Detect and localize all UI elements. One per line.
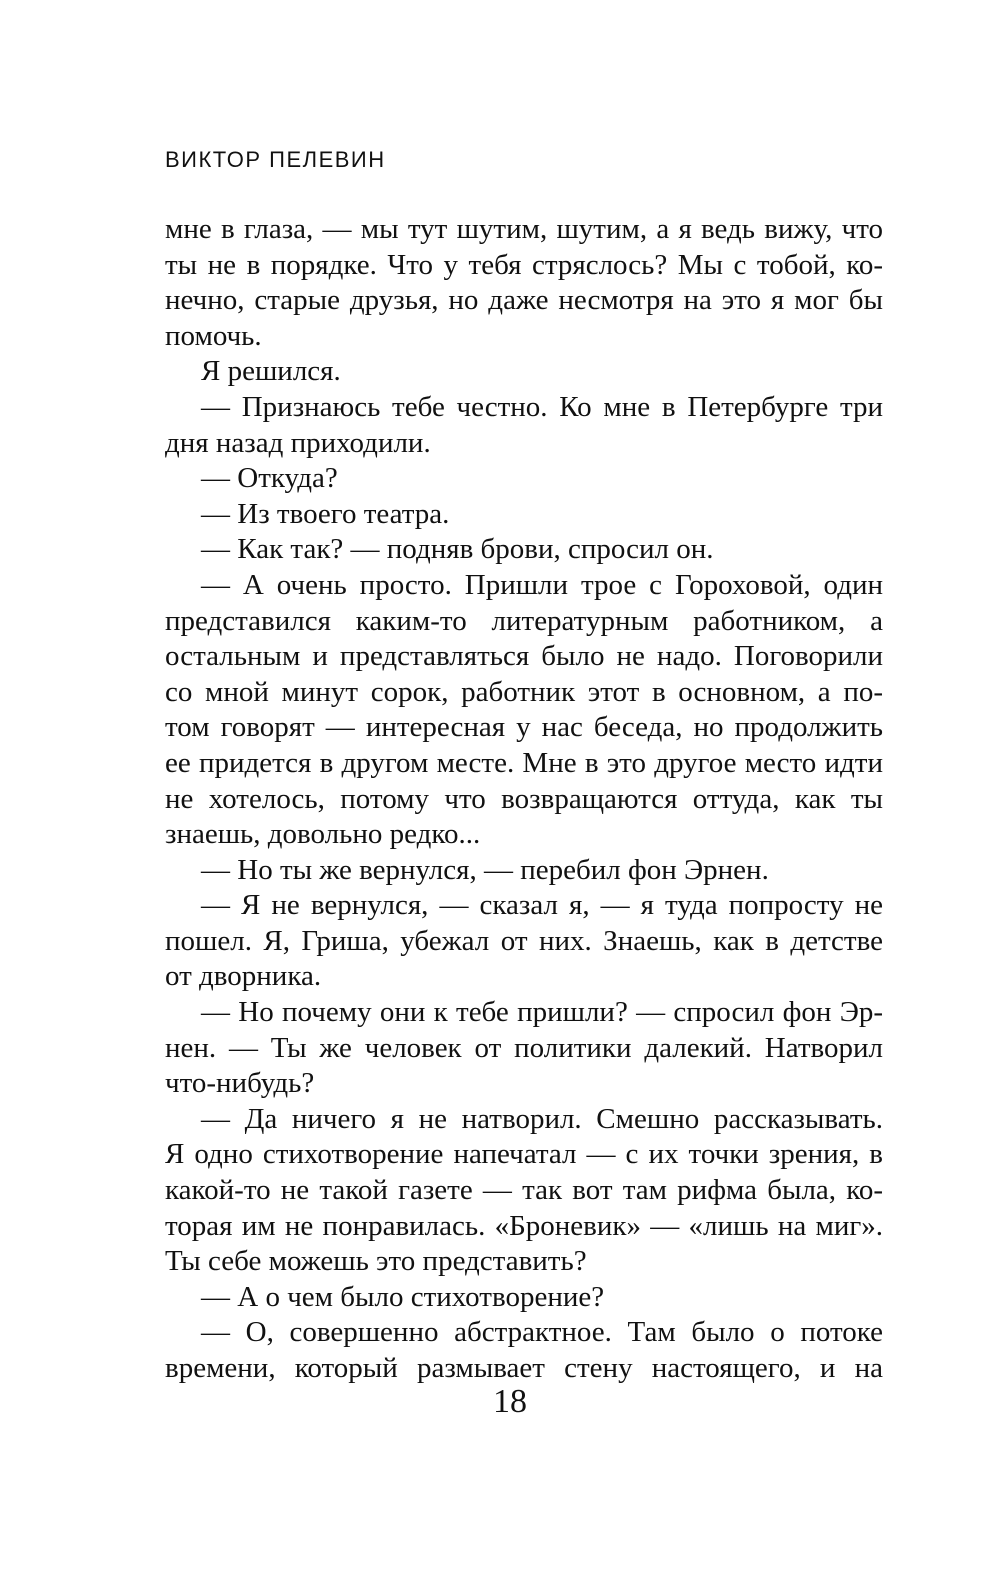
body-text [165,212,883,1387]
page-number: 18 [493,1383,527,1420]
text-line: со мной минут сорок, работник этот в основном, а по- [165,675,883,708]
text-line: — Да ничего я не натворил. Смешно рассказывать. [201,1102,883,1135]
text-line: пошел. Я, Гриша, убежал от них. Знаешь, как в детстве [165,924,883,957]
text-line: Я решился. [201,355,341,388]
text-line: что-нибудь? [165,1067,315,1100]
text-line: — Но ты же вернулся, — перебил фон Эрнен. [201,853,769,886]
text-line: знаешь, довольно редко... [165,818,481,851]
text-line: какой-то не такой газете — так вот там рифма была, ко- [165,1174,883,1207]
text-line: — О, совершенно абстрактное. Там было о потоке [201,1316,883,1349]
text-line: ты не в порядке. Что у тебя стряслось? Мы с тобой, ко- [165,248,883,281]
text-line: не хотелось, потому что возвращаются оттуда, как ты [165,782,883,815]
text-line: остальным и представляться было не надо. Поговорили [165,640,883,673]
text-line: — А о чем было стихотворение? [201,1280,605,1313]
text-line: торая им не понравилась. «Броневик» — «лишь на миг». [165,1209,883,1242]
text-line: — Как так? — подняв брови, спросил он. [201,533,714,566]
text-line: — Из твоего театра. [201,497,450,530]
text-line: нен. — Ты же человек от политики далекий. Натворил [165,1031,883,1064]
text-line: представился каким-то литературным работником, а [165,604,883,637]
text-line: — Откуда? [201,462,338,495]
text-line: ее придется в другом месте. Мне в это другое место идти [165,746,883,779]
text-line: мне в глаза, — мы тут шутим, шутим, а я ведь вижу, что [165,213,883,245]
text-line: помочь. [165,319,262,352]
text-line: — А очень просто. Пришли трое с Гороховой, один [201,568,883,601]
text-line: Ты себе можешь это представить? [165,1245,587,1278]
text-line: — Но почему они к тебе пришли? — спросил фон Эр- [201,996,883,1029]
text-line: дня назад приходили. [165,426,431,459]
text-line: Я одно стихотворение напечатал — с их точки зрения, в [165,1138,883,1171]
text-line: — Признаюсь тебе честно. Ко мне в Петербурге три [201,390,883,423]
text-line: от дворника. [165,960,322,993]
text-line: том говорят — интересная у нас беседа, но продолжить [165,711,883,744]
text-line: времени, который размывает стену настоящего, и на [165,1352,883,1384]
running-head: ВИКТОР ПЕЛЕВИН [165,147,386,172]
text-line: — Я не вернулся, — сказал я, — я туда попросту не [201,889,883,922]
text-line: нечно, старые друзья, но даже несмотря на это я мог бы [165,284,883,317]
